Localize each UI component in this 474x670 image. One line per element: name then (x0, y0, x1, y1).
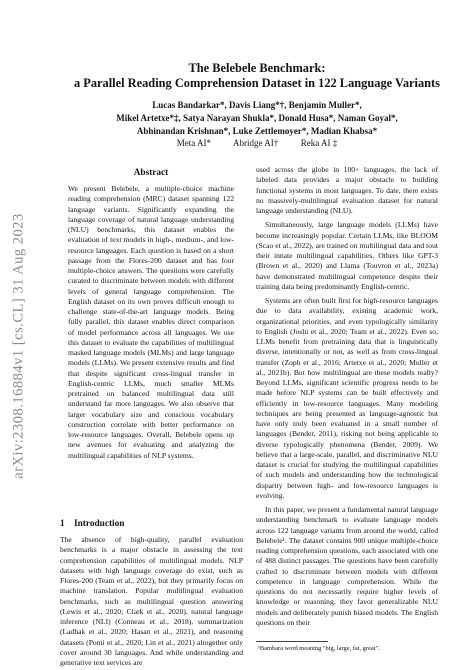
section-number: 1 (60, 519, 65, 529)
arxiv-identifier-stamp (10, 196, 28, 496)
abstract-text (68, 184, 234, 461)
right-paragraph-1: used across the globe in 100+ languages, the lack of labeled data provides a major obstacle to building functional systems in most languages. To date, there exists no massively-multilingual evaluation dataset for natural language understanding (NLU). (256, 165, 438, 215)
section-heading-introduction (60, 519, 124, 529)
paper-title (40, 61, 474, 91)
authors-row-2: Mikel Artetxe*‡, Satya Narayan Shukla*, Donald Husa*, Naman Goyal*, (116, 112, 398, 123)
affiliations: Meta AI* Abridge AI† Reka AI ‡ (176, 138, 338, 149)
title-line-1: The Belebele Benchmark: (188, 61, 326, 75)
right-paragraph-2: Simultaneously, large language models (LLMs) have become increasingly popular. Certain LLMs, like BLOOM (Scao et al., 2022), are trained on multilingual data and tout their innate multilingual capabilities. Others like GPT-3 (Brown et al., 2020) and Llama (Touvron et al., 2023a) have demonstrated multilingual competence despite their training data being predominantly English-centric. (256, 220, 438, 291)
section-title: Introduction (74, 519, 125, 529)
intro-paragraph: The absence of high-quality, parallel evaluation benchmarks is a major obstacle in assessing the text comprehension capabilities of multilingual models. NLP datasets with high language coverage do exist, such as Flores-200 (Team et al., 2022), but they primarily focus on machine translation. Popular multilingual evaluation benchmarks, such as multilingual question answering (Lewis et al., 2020; Clark et al., 2020), natural language inference (NLI) (Conneau et al., 2018), summarization (Ladhak et al., 2020; Hasan et al., 2021), and reasoning datasets (Ponti et al., 2020; Lin et al., 2021) altogether only cover around 30 languages. And while understanding and generative text services are (60, 535, 243, 667)
abstract-paragraph: We present Belebele, a multiple-choice machine reading comprehension (MRC) dataset spanning 122 language variants. Significantly expanding the language coverage of natural language understanding (NLU) benchmarks, this dataset enables the evaluation of text models in high-, medium-, and low-resource languages. Each question is based on a short passage from the Flores-200 dataset and has four multiple-choice answers. The questions were carefully curated to discriminate between models with different levels of general language comprehension. The English dataset on its own proves difficult enough to challenge state-of-the-art language models. Being fully parallel, this dataset enables direct comparison of model performance across all languages. We use this dataset to evaluate the capabilities of multilingual masked language models (MLMs) and large language models (LLMs). We present extensive results and find that despite significant cross-lingual transfer in English-centric LLMs, much smaller MLMs pretrained on balanced multilingual data still understand far more languages. We also observe that larger vocabulary size and conscious vocabulary construction correlate with better performance on low-resource languages. Overall, Belebele opens up new avenues for evaluating and analyzing the multilingual capabilities of NLP systems. (68, 184, 234, 460)
author-block (40, 99, 474, 150)
right-column-text (256, 165, 438, 632)
footnote-rule (256, 641, 328, 642)
introduction-text (60, 535, 243, 668)
authors-row-1: Lucas Bandarkar*, Davis Liang*†, Benjamin Muller*, (152, 100, 362, 110)
footnote: ¹Bambara word meaning "big, large, fat, great". (258, 645, 380, 652)
right-paragraph-3: Systems are often built first for high-resource languages due to data availability, existing academic work, organizational priorities, and even typologically similarity to English (Joshi et al., 2020; Team et al., 2022). Even so, LLMs benefit from pretraining data that is linguistically diverse, intentionally or not, as well as from cross-lingual transfer (Zoph et al., 2016; Artetxe et al., 2020; Muller et al., 2021b). But how multilingual are these models really? Beyond LLMs, significant scientific progress needs to be made before NLP systems can be built effectively and efficiently in low-resource languages. Many modeling techniques are being presented as language-agnostic but have only truly been evaluated in a small number of languages (Bender, 2011), risking not being applicable to diverse typologically phenomena (Bender, 2009). We believe that a large-scale, parallel, and discriminative NLU dataset is crucial for studying the multilingual capabilities of such models and understanding how the technological disparity between high- and low-resource languages is evolving. (256, 296, 438, 500)
authors-row-3: Abhinandan Krishnan*, Luke Zettlemoyer*, Madian Khabsa* (136, 125, 378, 136)
abstract-heading: Abstract (133, 168, 169, 178)
right-paragraph-4: In this paper, we present a fundamental natural language understanding benchmark to evaluate language models across 122 language variants from around the world, called Belebele¹. The dataset contains 900 unique multiple-choice reading comprehension questions, each associated with one of 488 distinct passages. The questions have been carefully crafted to discriminate between models with different competence in language comprehension. While the questions do not necessarily require higher levels of knowledge or reasoning, they favor generalizable NLU models and deliberately punish biased models. The English questions on their (256, 505, 438, 627)
arxiv-identifier-text: arXiv:2308.16884v1 [cs.CL] 31 Aug 2023 (10, 213, 27, 479)
title-line-2: a Parallel Reading Comprehension Dataset in 122 Language Variants (73, 76, 440, 90)
